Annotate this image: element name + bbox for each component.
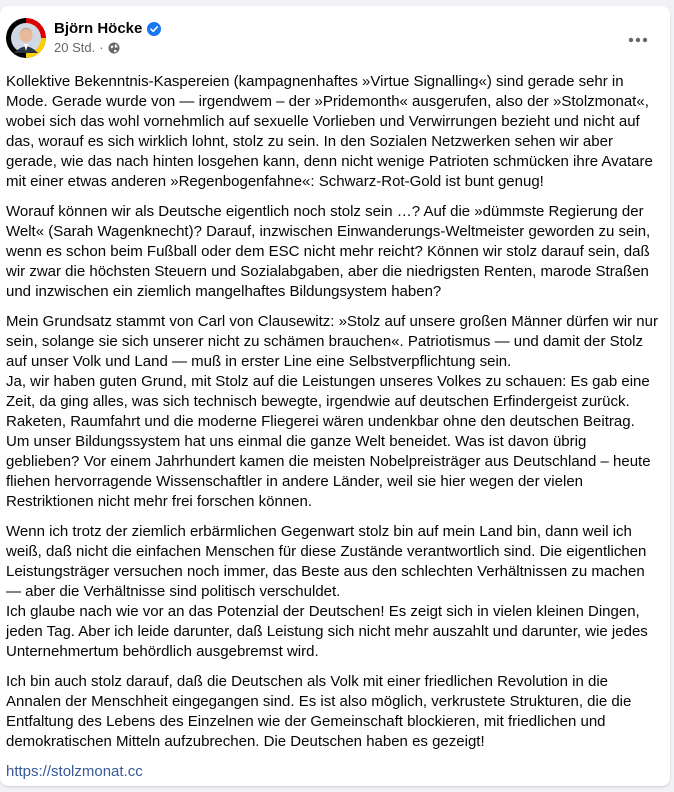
post-paragraph: Kollektive Bekenntnis-Kaspereien (kampagnenhaftes »Virtue Signalling«) sind gerade sehr in Mode. Gerade wurde von — irgendwem – der »Pridemonth« ausgerufen, also der »Stolzmonat«, wobei sich das wohl vornehmlich auf sexuelle Vorlieben und Verwirrungen bezieht und nicht auf das, worauf es sich wirklich lohnt, stolz zu sein. In den Sozialen Netzwerken sehen wir aber gerade, wie das nach hinten losgehen kann, denn nicht wenige Patrioten schmücken ihre Avatare mit einer etwas anderen »Regenbogenfahne«: Schwarz-Rot-Gold ist bunt genug! <box>6 73 653 190</box>
post-paragraph: Wenn ich trotz der ziemlich erbärmlichen Gegenwart stolz bin auf mein Land bin, dann weil ich weiß, daß nicht die einfachen Menschen für diese Zustände verantwortlich sind. Die eigentlichen Leistungsträger versuchen noch immer, das Beste aus den schlechten Verhältnissen zu machen — aber die Verhältnisse sind politisch verschuldet. Ich glaube nach wie vor an das Potenzial der Deutschen! Es zeigt sich in vielen kleinen Dingen, jeden Tag. Aber ich leide darunter, daß Leistung sich nicht mehr auszahlt und darunter, wie jedes Unternehmertum behördlich ausgebremst wird. <box>6 523 648 660</box>
post-header <box>6 18 666 62</box>
globe-icon <box>108 42 120 54</box>
post-body <box>6 72 658 792</box>
meta-separator: · <box>99 40 104 55</box>
avatar-image <box>6 18 46 58</box>
post-timestamp[interactable]: 20 Std. <box>54 40 96 55</box>
more-options-button[interactable] <box>620 22 656 58</box>
post-paragraph: Mein Grundsatz stammt von Carl von Clausewitz: »Stolz auf unsere großen Männer dürfen wir nur sein, solange sie sich unserer nicht zu schämen brauchen«. Patriotismus — und damit der Stolz auf unser Volk und Land — muß in erster Line eine Selbstverpflichtung sein. Ja, wir haben guten Grund, mit Stolz auf die Leistungen unseres Volkes zu schauen: Es gab eine Zeit, da ging alles, was sich technisch bewegte, irgendwie auf deutschen Erfindergeist zurück. Raketen, Raumfahrt und die moderne Fliegerei wären undenkbar ohne den deutschen Beitrag. Um unser Bildungssystem hat uns einmal die ganze Welt beneidet. Was ist davon übrig geblieben? Vor einem Jahrhundert kamen die meisten Nobelpreisträger aus Deutschland – heute fliehen hervorragende Wissenschaftler in andere Länder, weil sie hier wegen der vielen Restriktionen nicht mehr frei forschen können. <box>6 313 658 510</box>
post-link[interactable]: https://stolzmonat.cc <box>6 763 143 780</box>
post-paragraph: Ich bin auch stolz darauf, daß die Deutschen als Volk mit einer friedlichen Revolution in die Annalen der Menschheit eingegangen sind. Es ist also möglich, verkrustete Strukturen, die die Entfaltung des Lebens des Einzelnen wie der Gemeinschaft blockieren, mit friedlichen und demokratischen Mitteln aufzubrechen. Die Deutschen haben es gezeigt! <box>6 673 632 750</box>
more-options-icon <box>628 37 648 43</box>
avatar[interactable] <box>6 18 46 58</box>
post-card <box>0 6 670 786</box>
post-paragraph: Worauf können wir als Deutsche eigentlich noch stolz sein …? Auf die »dümmste Regierung der Welt« (Sarah Wagenknecht)? Darauf, inzwischen Einwanderungs-Weltmeister geworden zu sein, wenn es schon beim Fußball oder dem ESC nicht mehr reicht? Können wir stolz darauf sein, daß wir zwar die höchsten Steuern und Sozialabgaben, aber die niedrigsten Renten, marode Straßen und inzwischen ein ziemlich mangelhaftes Bildungsystem haben? <box>6 203 651 300</box>
verified-badge-icon <box>147 22 161 36</box>
author-name[interactable]: Björn Höcke <box>54 20 143 37</box>
